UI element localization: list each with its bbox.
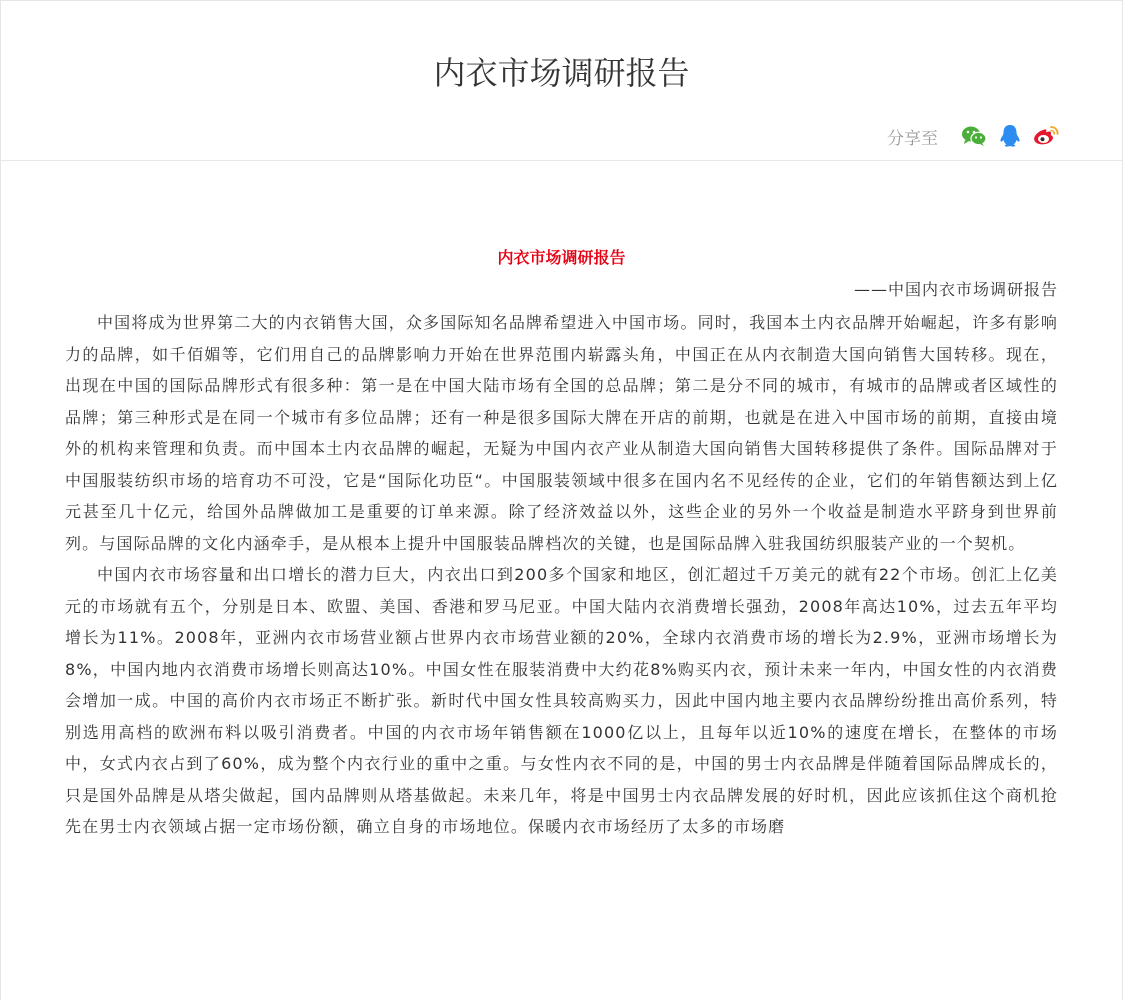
share-bar	[887, 121, 1060, 151]
page-title: 内衣市场调研报告	[433, 54, 690, 92]
qq-icon[interactable]	[996, 122, 1024, 150]
weibo-icon[interactable]	[1032, 122, 1060, 150]
article-subtitle: ——中国内衣市场调研报告	[853, 280, 1058, 299]
share-label: 分享至	[887, 128, 938, 149]
article-paragraph-2: 中国内衣市场容量和出口增长的潜力巨大，内衣出口到200多个国家和地区，创汇超过千万美元的就有22个市场。创汇上亿美元的市场就有五个，分别是日本、欧盟、美国、香港和罗马尼亚。中国大陆内衣消费增长强劲，2008年高达10%，过去五年平均增长为11%。2008年，亚洲内衣市场营业额占世界内衣市场营业额的20%，全球内衣消费市场的增长为2.9%，亚洲市场增长为8%，中国内地内衣消费市场增长则高达10%。中国女性在服装消费中大约花8%购买内衣，预计未来一年内，中国女性的内衣消费会增加一成。中国的高价内衣市场正不断扩张。新时代中国女性具较高购买力，因此中国内地主要内衣品牌纷纷推出高价系列，特别选用高档的欧洲布料以吸引消费者。中国的内衣市场年销售额在1000亿以上，且每年以近10%的速度在增长，在整体的市场中，女式内衣占到了60%，成为整个内衣行业的重中之重。与女性内衣不同的是，中国的男士内衣品牌是伴随着国际品牌成长的，只是国外品牌是从塔尖做起，国内品牌则从塔基做起。未来几年，将是中国男士内衣品牌发展的好时机，因此应该抓住这个商机抢先在男士内衣领域占据一定市场份额，确立自身的市场地位。保暖内衣市场经历了太多的市场磨	[65, 565, 1058, 836]
article-title: 内衣市场调研报告	[497, 248, 626, 267]
wechat-icon[interactable]	[960, 122, 988, 150]
article-paragraph-1: 中国将成为世界第二大的内衣销售大国，众多国际知名品牌希望进入中国市场。同时，我国本土内衣品牌开始崛起，许多有影响力的品牌，如千佰媚等，它们用自己的品牌影响力开始在世界范围内崭露头角，中国正在从内衣制造大国向销售大国转移。现在，出现在中国的国际品牌形式有很多种：第一是在中国大陆市场有全国的总品牌；第二是分不同的城市，有城市的品牌或者区域性的品牌；第三种形式是在同一个城市有多位品牌；还有一种是很多国际大牌在开店的前期，也就是在进入中国市场的前期，直接由境外的机构来管理和负责。而中国本土内衣品牌的崛起，无疑为中国内衣产业从制造大国向销售大国转移提供了条件。国际品牌对于中国服装纺织市场的培育功不可没，它是“国际化功臣“。中国服装领域中很多在国内名不见经传的企业，它们的年销售额达到上亿元甚至几十亿元，给国外品牌做加工是重要的订单来源。除了经济效益以外，这些企业的另外一个收益是制造水平跻身到世界前列。与国际品牌的文化内涵牵手，是从根本上提升中国服装品牌档次的关键，也是国际品牌入驻我国纺织服装产业的一个契机。	[65, 313, 1058, 553]
article	[1, 161, 1122, 843]
page-header	[1, 1, 1122, 161]
